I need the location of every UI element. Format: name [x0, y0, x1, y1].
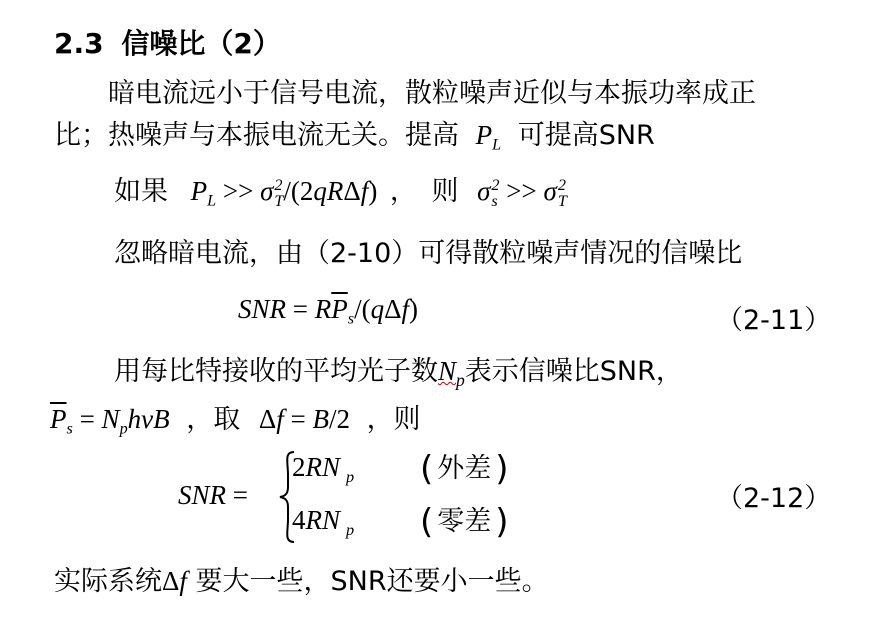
para4-line1-a: 用每比特接收的平均光子数 [114, 356, 438, 387]
para1-line2 [54, 120, 655, 154]
conclusion-b: 要大一些，SNR还要小一些。 [195, 566, 549, 597]
para4-line1 [114, 358, 683, 390]
eq12-case2-label: ( 零差 ) [420, 502, 509, 542]
eq12-case1: 2RN $_p$ [292, 452, 355, 486]
para2-line [114, 178, 567, 209]
formula-condition: $P_L >> \sigma$ 2 T /(2qRΔf) [190, 176, 378, 210]
formula-bandwidth: Δf = B/2 [258, 404, 350, 434]
formula-PL: $P_L$ [475, 120, 502, 154]
equation-2-12-lhs: SNR = [178, 480, 248, 510]
heterodyne-label: 外差 [437, 453, 492, 484]
section-title [54, 22, 281, 62]
conclusion-line [54, 568, 549, 595]
section-number: 2.3 [54, 27, 104, 60]
then-word: 则 [431, 176, 459, 207]
para1-line1: 暗电流远小于信号电流，散粒噪声近似与本振功率成正 [108, 78, 756, 109]
para3-line: 忽略暗电流，由（2-10）可得散粒噪声情况的信噪比 [114, 238, 743, 269]
symbol-Np: $N_p$ [438, 356, 465, 391]
conclusion-a: 实际系统 [54, 566, 162, 597]
equation-2-11: SNR = $R\overline{P}_s/(q\Delta f)$ [238, 294, 418, 328]
para4-line1-b: 表示信噪比SNR， [464, 356, 683, 387]
homodyne-label: 零差 [437, 506, 492, 537]
eq12-case2: 4RN $_p$ [292, 505, 355, 539]
eq12-case1-label: ( 外差 ) [420, 449, 509, 489]
para1-line2-b: 可提高SNR [517, 120, 655, 151]
then-word-2: ，则 [366, 404, 421, 435]
comma: ， [389, 176, 417, 207]
formula-sigma-ineq: σ 2 s >> σ 2 T [477, 176, 567, 210]
if-word: 如果 [114, 176, 168, 207]
take-word: ，取 [186, 404, 241, 435]
formula-Ps: $\overline{P}_s = N_ph\nu B$ [50, 404, 170, 438]
para4-line2 [50, 404, 421, 438]
equation-2-11-number: （2-11） [716, 305, 832, 336]
equation-2-12-number: （2-12） [716, 483, 832, 514]
section-title-text: 信噪比（2） [121, 27, 281, 60]
symbol-delta-f: Δf [162, 566, 187, 596]
para1-line2-a: 比；热噪声与本振电流无关。提高 [54, 120, 459, 151]
